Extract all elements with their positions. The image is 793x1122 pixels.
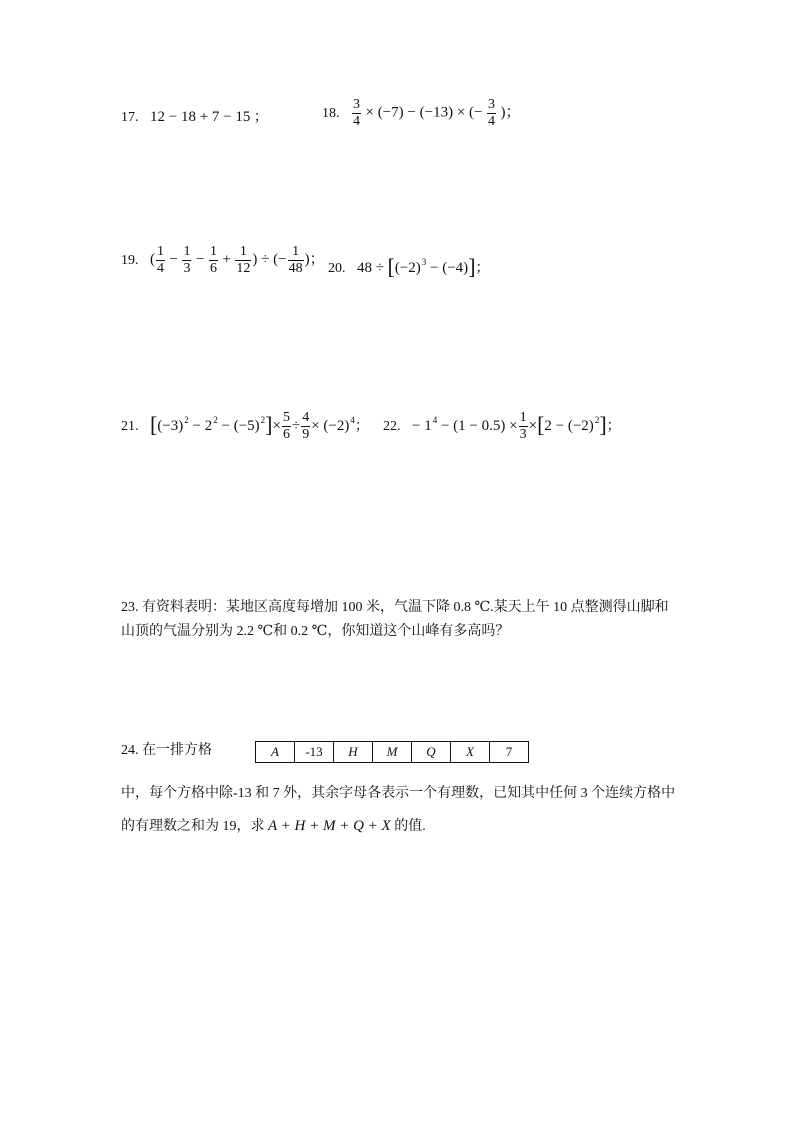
- expression: − (1 − 0.5) ×: [437, 418, 518, 434]
- bracket: [: [387, 254, 395, 279]
- expression: − (−5): [217, 418, 260, 434]
- exponent: 2: [184, 415, 189, 425]
- grid-cell: 7: [490, 742, 529, 763]
- expression: A + H + M + Q + X: [268, 818, 391, 834]
- fraction: $\frac{1}{4}$: [157, 244, 164, 276]
- exponent: 3: [421, 257, 427, 267]
- paren: (: [150, 251, 155, 268]
- grid-cell: Q: [412, 742, 451, 763]
- question-19: [121, 244, 325, 277]
- fraction: $\frac{3}{4}$: [353, 97, 360, 129]
- question-23-line-2: 山顶的气温分别为 2.2 ℃和 0.2 ℃，你知道这个山峰有多高吗？: [121, 624, 510, 639]
- bracket: [: [150, 412, 158, 437]
- punctuation: )；: [304, 251, 325, 268]
- operator: +: [222, 251, 231, 268]
- expression: − 2: [188, 418, 213, 434]
- question-21: [121, 410, 369, 443]
- bracket: [: [537, 412, 545, 437]
- question-20: [328, 252, 490, 279]
- question-22: [383, 410, 621, 443]
- fraction: $\frac{1}{3}$: [183, 244, 191, 276]
- expression: ) ÷ (−: [252, 251, 287, 268]
- question-number: 21.: [121, 419, 139, 434]
- question-number: 17.: [121, 110, 139, 125]
- question-number: 18.: [322, 105, 340, 121]
- question-18: [322, 97, 520, 130]
- exponent: 4: [350, 415, 355, 425]
- grid-cell: A: [256, 742, 295, 763]
- operator: −: [195, 251, 205, 268]
- fraction: $\frac{1}{6}$: [209, 244, 217, 276]
- fraction: $\frac{1}{48}$: [288, 244, 303, 276]
- text: 的值.: [394, 819, 426, 834]
- grid-of-squares: [255, 741, 529, 763]
- expression: (−2): [394, 260, 421, 276]
- punctuation: ；: [475, 261, 490, 276]
- exponent: 2: [213, 415, 218, 425]
- fraction: $\frac{4}{9}$: [302, 410, 310, 443]
- operator: ÷: [291, 418, 301, 434]
- expression: (−3): [157, 418, 184, 434]
- punctuation: ；: [606, 419, 621, 434]
- question-17: [121, 107, 268, 128]
- operator: ×: [272, 418, 281, 434]
- bracket: ]: [265, 412, 273, 437]
- bracket: ]: [599, 412, 607, 437]
- question-24-line-3: [121, 814, 426, 839]
- exponent: 2: [594, 415, 600, 425]
- fraction: $\frac{1}{12}$: [236, 244, 251, 276]
- text: 的有理数之和为 19，求: [121, 819, 265, 834]
- grid-cell: X: [451, 742, 490, 763]
- expression: 48 ÷: [357, 260, 384, 276]
- expression: × (−7) − (−13) × (−: [365, 104, 483, 121]
- fraction: $\frac{5}{6}$: [282, 410, 290, 443]
- question-number: 19.: [121, 252, 139, 268]
- expression: × (−2): [311, 418, 350, 434]
- question-24-lead: 24. 在一排方格: [121, 743, 212, 758]
- punctuation: )；: [500, 104, 521, 121]
- grid-cell: H: [334, 742, 373, 763]
- expression: − (−4): [426, 260, 469, 276]
- bracket: ]: [468, 254, 476, 279]
- exponent: 4: [432, 415, 438, 425]
- exponent: 2: [260, 415, 266, 425]
- punctuation: ；: [253, 110, 268, 125]
- fraction: $\frac{1}{3}$: [519, 410, 527, 443]
- question-24-line-2: 中，每个方格中除-13 和 7 外，其余字母各表示一个有理数，已知其中任何 3 个连续方格中: [121, 786, 676, 801]
- expression: 2 − (−2): [544, 418, 594, 434]
- grid-cell: M: [373, 742, 412, 763]
- fraction: $\frac{3}{4}$: [487, 97, 495, 129]
- expression: − 1: [412, 418, 432, 434]
- expression: 12 − 18 + 7 − 15: [150, 109, 251, 125]
- grid-cell: -13: [295, 742, 334, 763]
- punctuation: ；: [354, 419, 369, 434]
- operator: ×: [528, 418, 538, 434]
- operator: −: [169, 251, 178, 268]
- question-23-line-1: 23. 有资料表明：某地区高度每增加 100 米，气温下降 0.8 ℃.某天上午 10 点整测得山脚和: [121, 600, 669, 615]
- question-number: 20.: [328, 261, 346, 276]
- question-number: 22.: [383, 419, 401, 434]
